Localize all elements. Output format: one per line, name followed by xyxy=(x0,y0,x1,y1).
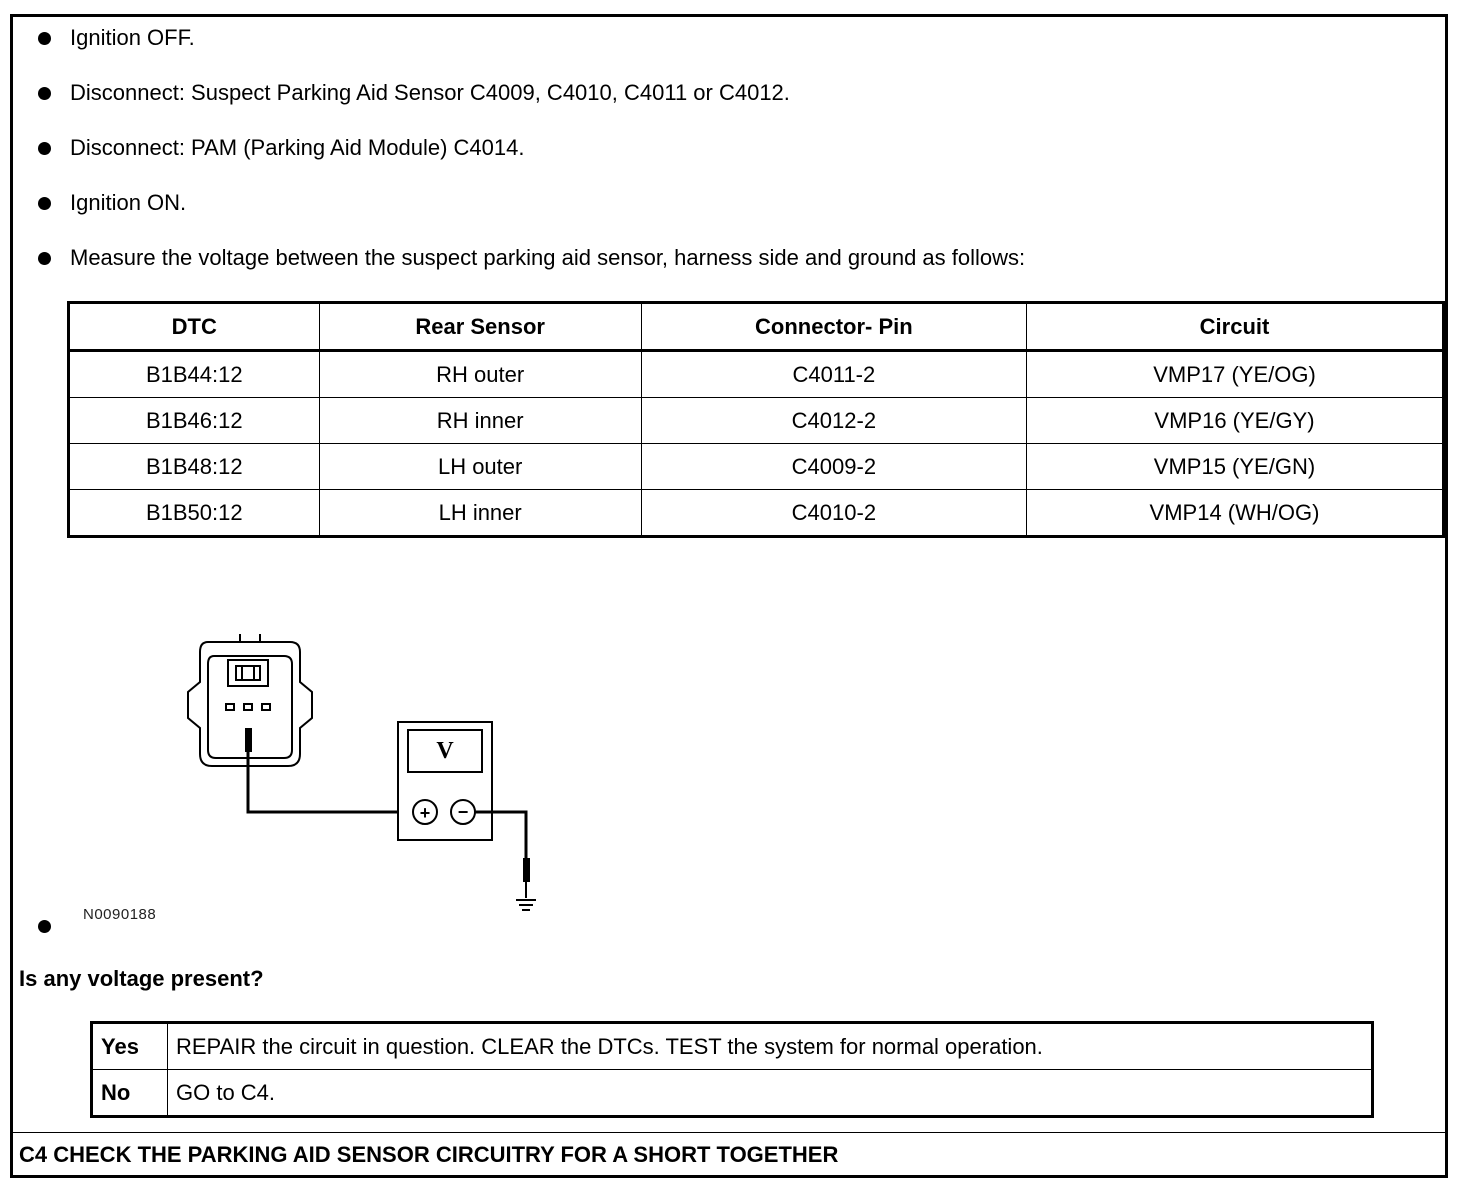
cell-dtc: B1B44:12 xyxy=(69,351,320,398)
header-connector-pin: Connector- Pin xyxy=(641,303,1026,351)
table-row xyxy=(92,1070,1373,1117)
bullet-icon xyxy=(38,252,51,265)
cell-dtc: B1B50:12 xyxy=(69,490,320,537)
cell-rear-sensor: RH inner xyxy=(319,398,641,444)
instruction-item xyxy=(38,24,1025,52)
answer-text: REPAIR the circuit in question. CLEAR the DTCs. TEST the system for normal operation. xyxy=(168,1023,1373,1070)
voltage-measurement-diagram xyxy=(180,630,560,920)
instruction-item xyxy=(38,189,1025,217)
section-divider xyxy=(13,1132,1445,1133)
table-row xyxy=(69,490,1444,537)
table-row xyxy=(92,1023,1373,1070)
bullet-icon xyxy=(38,920,51,933)
instruction-item xyxy=(38,134,1025,162)
cell-circuit: VMP14 (WH/OG) xyxy=(1026,490,1443,537)
table-row xyxy=(69,398,1444,444)
bullet-icon xyxy=(38,142,51,155)
instruction-text: Measure the voltage between the suspect parking aid sensor, harness side and ground as follows: xyxy=(70,245,1026,270)
cell-rear-sensor: RH outer xyxy=(319,351,641,398)
header-circuit: Circuit xyxy=(1026,303,1443,351)
ground-probe-icon xyxy=(523,858,530,882)
table-header-row xyxy=(69,303,1444,351)
ground-symbol-icon xyxy=(516,882,536,910)
bullet-icon xyxy=(38,197,51,210)
table-row xyxy=(69,351,1444,398)
answer-key: No xyxy=(92,1070,168,1117)
answer-table xyxy=(90,1021,1374,1118)
answer-key: Yes xyxy=(92,1023,168,1070)
instruction-text: Ignition OFF. xyxy=(70,25,195,50)
cell-rear-sensor: LH inner xyxy=(319,490,641,537)
instruction-text: Disconnect: Suspect Parking Aid Sensor C4009, C4010, C4011 or C4012. xyxy=(70,80,790,105)
probe-tip-icon xyxy=(245,728,252,752)
cell-connector-pin: C4011-2 xyxy=(641,351,1026,398)
cell-dtc: B1B46:12 xyxy=(69,398,320,444)
cell-dtc: B1B48:12 xyxy=(69,444,320,490)
meter-label: V xyxy=(436,738,454,764)
cell-circuit: VMP15 (YE/GN) xyxy=(1026,444,1443,490)
cell-circuit: VMP16 (YE/GY) xyxy=(1026,398,1443,444)
plus-terminal-label: + xyxy=(419,803,431,823)
cell-connector-pin: C4010-2 xyxy=(641,490,1026,537)
header-rear-sensor: Rear Sensor xyxy=(319,303,641,351)
bullet-icon xyxy=(38,87,51,100)
table-row xyxy=(69,444,1444,490)
question-text: Is any voltage present? xyxy=(19,966,264,991)
dtc-table xyxy=(67,301,1445,538)
cell-rear-sensor: LH outer xyxy=(319,444,641,490)
instruction-text: Ignition ON. xyxy=(70,190,187,215)
cell-circuit: VMP17 (YE/OG) xyxy=(1026,351,1443,398)
instruction-list xyxy=(38,24,1025,299)
figure-code: N0090188 xyxy=(83,906,157,923)
answer-text: GO to C4. xyxy=(168,1070,1373,1117)
instruction-item xyxy=(38,79,1025,107)
next-step-heading: C4 CHECK THE PARKING AID SENSOR CIRCUITRY FOR A SHORT TOGETHER xyxy=(19,1142,839,1167)
cell-connector-pin: C4009-2 xyxy=(641,444,1026,490)
instruction-text: Disconnect: PAM (Parking Aid Module) C4014. xyxy=(70,135,525,160)
minus-terminal-label: − xyxy=(457,802,469,822)
header-dtc: DTC xyxy=(69,303,320,351)
cell-connector-pin: C4012-2 xyxy=(641,398,1026,444)
instruction-item xyxy=(38,244,1025,272)
bullet-icon xyxy=(38,32,51,45)
